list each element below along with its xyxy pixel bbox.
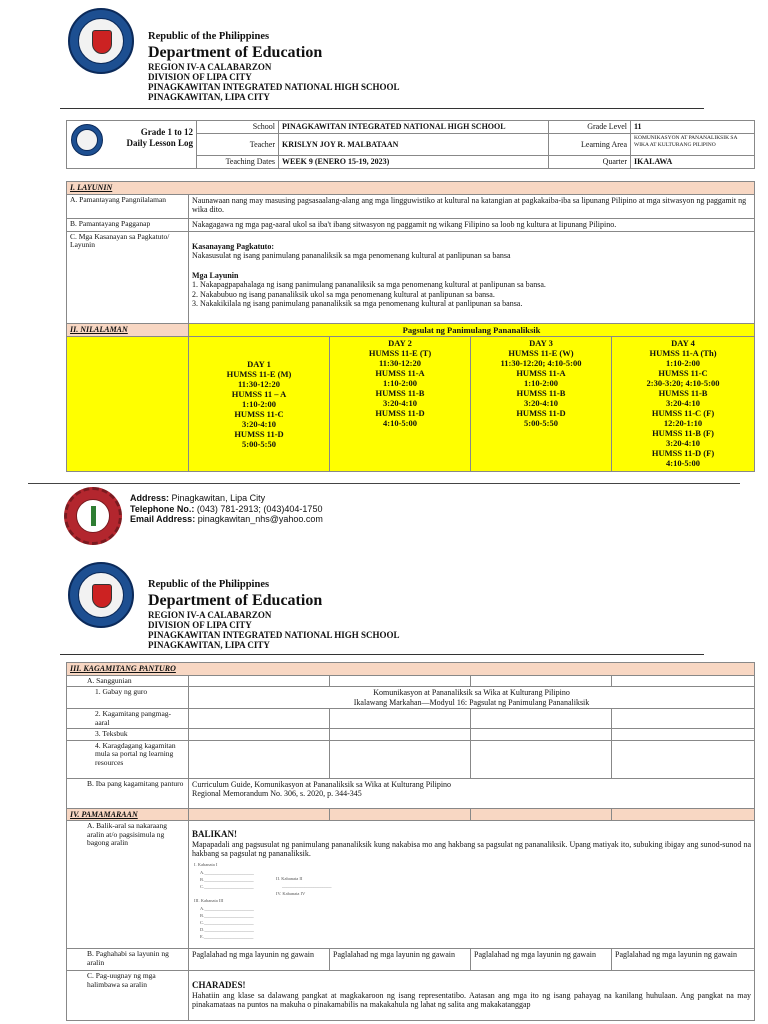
label-kasanayan: C. Mga Kasanayan sa Pagkatuto/ Layunin [67, 231, 189, 323]
dll-title-1: Grade 1 to 12 [140, 127, 193, 137]
empty-cell [189, 709, 330, 729]
empty-cell [612, 808, 755, 821]
label-gabay-guro: 1. Gabay ng guro [67, 687, 189, 709]
module-title: Komunikasyon at Pananaliksik sa Wika at Kulturang Pilipino [373, 688, 570, 697]
empty-cell [189, 675, 330, 687]
empty-cell [471, 740, 612, 778]
schedule-line: 1:10-2:00 [666, 357, 700, 368]
day-title: DAY 1 [247, 358, 271, 369]
empty-cell [189, 740, 330, 778]
worksheet-line: A.______________________ [200, 869, 254, 875]
empty-cell [189, 729, 330, 741]
schedule-line: HUMSS 11-C [658, 367, 708, 378]
letterhead [148, 30, 400, 102]
schedule-line: HUMSS 11-E (M) [226, 368, 292, 379]
schedule-line: 4:10-5:00 [666, 457, 700, 468]
empty-cell [330, 740, 471, 778]
dll-title-cell [67, 121, 197, 169]
grade-value: 11 [631, 121, 755, 134]
section-2-title: II. NILALAMAN [67, 323, 189, 336]
schedule-line: 4:10-5:00 [383, 417, 417, 428]
kasanayan-text: Nakasusulat ng isang panimulang pananaliksik sa mga penomenang kultural at panlipunan sa bansa [192, 251, 511, 260]
schedule-line: 11:30-12:20; 4:10-5:00 [500, 357, 582, 368]
phone-line [130, 504, 323, 515]
schedule-line: HUMSS 11-D (F) [651, 447, 715, 458]
balik-aral-cell [189, 821, 755, 949]
schedule-line: HUMSS 11-D [375, 407, 425, 418]
deped-seal-small [71, 124, 103, 156]
phone-value: (043) 781-2913; (043)404-1750 [196, 503, 323, 514]
schedule-line: 11:30-12:20 [237, 378, 281, 389]
worksheet-k3: III. Kabanata III [194, 897, 224, 903]
pag-uugnay-cell [189, 971, 755, 1021]
worksheet-line: E.______________________ [200, 933, 254, 939]
empty-cell [330, 709, 471, 729]
schedule-line: 3:20-4:10 [666, 437, 700, 448]
area-label: Learning Area [549, 134, 631, 156]
address-line [130, 493, 323, 504]
quarter-label: Quarter [549, 156, 631, 169]
label-pamantayang-pagganap: B. Pamantayang Pagganap [67, 218, 189, 231]
paghahabi-day3: Paglalahad ng mga layunin ng gawain [471, 949, 612, 971]
empty-cell [471, 808, 612, 821]
schedule-line: 3:20-4:10 [666, 397, 700, 408]
worksheet-line: ______________________ [282, 882, 332, 888]
schedule-line: HUMSS 11-A [375, 367, 425, 378]
schedule-line: HUMSS 11-B [375, 387, 425, 398]
day-2-schedule [330, 336, 471, 471]
worksheet-line: D.______________________ [200, 926, 254, 932]
schedule-line: HUMSS 11 – A [231, 388, 287, 399]
teacher-value: KRISLYN JOY R. MALBATAAN [279, 134, 549, 156]
schedule-line: HUMSS 11-B [516, 387, 566, 398]
email-label: Email Address: [130, 514, 196, 524]
text-pamantayang-pangnilalaman: Naunawaan nang may masusing pagsasaalang-alang ang mga lingguwistiko at kultural na katangian at pagkakaiba-iba sa lipunang Pilipino at mga sitwasyon ng paggamit ng wika dito. [189, 194, 755, 218]
division-text: DIVISION OF LIPA CITY [148, 72, 252, 82]
address-label: Address: [130, 493, 170, 503]
email-value: pinagkawitan_nhs@yahoo.com [197, 514, 323, 524]
day-title: DAY 4 [671, 337, 695, 348]
gabay-guro-cell [189, 687, 755, 709]
empty-cell [330, 808, 471, 821]
section-1-title: I. LAYUNIN [67, 182, 755, 195]
schedule-line: 2:30-3:20; 4:10-5:00 [646, 377, 720, 388]
empty-cell [612, 729, 755, 741]
school-value: PINAGKAWITAN INTEGRATED NATIONAL HIGH SCHOOL [279, 121, 549, 134]
schedule-line: HUMSS 11-E (W) [508, 347, 574, 358]
header-divider [60, 108, 704, 109]
schedule-spacer [67, 336, 189, 471]
paghahabi-day1: Paglalahad ng mga layunin ng gawain [189, 949, 330, 971]
schedule-line: HUMSS 11-D [516, 407, 566, 418]
schedule-line: HUMSS 11-B (F) [652, 427, 714, 438]
schedule-line: 3:20-4:10 [524, 397, 558, 408]
location-text: PINAGKAWITAN, LIPA CITY [148, 640, 270, 650]
label-iba-pang-kagamitan: B. Iba pang kagamitang panturo [67, 778, 189, 808]
region-text: REGION IV-A CALABARZON [148, 62, 272, 72]
iba-pang-kagamitan-cell [189, 778, 755, 808]
module-subtitle: Ikalawang Markahan—Modyul 16: Pagsulat ng Panimulang Pananaliksik [353, 697, 590, 707]
empty-cell [471, 729, 612, 741]
schedule-line: HUMSS 11-A (Th) [649, 347, 717, 358]
empty-cell [612, 675, 755, 687]
dates-value: WEEK 9 (ENERO 15-19, 2023) [279, 156, 549, 169]
paghahabi-day4: Paglalahad ng mga layunin ng gawain [612, 949, 755, 971]
schedule-line: 1:10-2:00 [383, 377, 417, 388]
layunin-item: 1. Nakapagpapahalaga ng isang panimulang pananaliksik sa mga penomenang kultural at panlipunan sa bansa. [192, 280, 546, 289]
worksheet-k1: I. Kabanata I [194, 861, 218, 867]
letterhead-page2 [148, 578, 400, 650]
school-contact [130, 493, 323, 525]
procedure-table [66, 662, 755, 1021]
regional-memo: Regional Memorandum No. 306, s. 2020, p. 344-345 [192, 789, 362, 798]
schedule-line: HUMSS 11-E (T) [368, 347, 432, 358]
kasanayan-cell [189, 231, 755, 323]
dll-title-2: Daily Lesson Log [126, 138, 193, 148]
teacher-label: Teacher [197, 134, 279, 156]
worksheet-line: A.______________________ [200, 905, 254, 911]
school-text: PINAGKAWITAN INTEGRATED NATIONAL HIGH SCHOOL [148, 630, 400, 640]
location-text: PINAGKAWITAN, LIPA CITY [148, 92, 270, 102]
balikan-text: Mapapadali ang pagsusulat ng panimulang pananaliksik kung nakabisa mo ang hakbang sa pagsulat ng pananaliksik. Upang matiyak ito, subuking ibigay ang sunod-sunod na hakbang sa pagsulat ng pananaliksik. [192, 839, 752, 858]
schedule-line: 11:30-12:20 [378, 357, 422, 368]
header-divider-page2 [60, 654, 704, 655]
worksheet-k2: II. Kabanata II [276, 875, 303, 881]
area-value: KOMUNIKASYON AT PANANALIKSIK SA WIKA AT KULTURANG PILIPINO [631, 134, 755, 156]
schedule-line: 5:00-5:50 [242, 438, 276, 449]
kasanayan-heading: Kasanayang Pagkatuto: [192, 241, 275, 251]
day-3-schedule [471, 336, 612, 471]
dll-info-table [66, 120, 755, 169]
day-title: DAY 2 [388, 337, 412, 348]
label-karagdagang-kagamitan: 4. Karagdagang kagamitan mula sa portal ng learning resources [67, 740, 189, 778]
footer-divider [28, 483, 740, 484]
empty-cell [330, 675, 471, 687]
schedule-line: 12:20-1:10 [663, 417, 703, 428]
phone-label: Telephone No.: [130, 503, 195, 514]
layunin-item: 2. Nakabubuo ng isang pananaliksik ukol sa mga penomenang kultural at panlipunan sa bansa. [192, 289, 495, 299]
worksheet-k4: IV. Kabanata IV [276, 890, 306, 896]
schedule-line: 3:20-4:10 [383, 397, 417, 408]
schedule-line: 1:10-2:00 [242, 398, 276, 409]
schedule-line: 3:20-4:10 [242, 418, 276, 429]
section-4-title: IV. PAMAMARAAN [67, 808, 189, 821]
label-paghahabi: B. Paghahabi sa layunin ng aralin [67, 949, 189, 971]
schedule-line: HUMSS 11-D [234, 428, 284, 439]
worksheet-line: C.______________________ [200, 883, 254, 889]
grade-label: Grade Level [549, 121, 631, 134]
layunin-heading: Mga Layunin [192, 270, 239, 280]
paghahabi-day2: Paglalahad ng mga layunin ng gawain [330, 949, 471, 971]
school-text: PINAGKAWITAN INTEGRATED NATIONAL HIGH SCHOOL [148, 82, 400, 92]
empty-cell [612, 709, 755, 729]
empty-cell [471, 709, 612, 729]
department-text: Department of Education [148, 592, 323, 609]
worksheet-image [192, 861, 342, 943]
schedule-line: HUMSS 11-C (F) [651, 407, 715, 418]
empty-cell [612, 740, 755, 778]
schedule-line: HUMSS 11-A [516, 367, 566, 378]
deped-seal-page2 [68, 562, 134, 628]
school-logo [64, 487, 122, 545]
layunin-item: 3. Nakakikilala ng isang panimulang pananaliksik sa mga penomenang kultural at panlipunan sa bansa. [192, 299, 523, 308]
school-label: School [197, 121, 279, 134]
worksheet-line: B.______________________ [200, 912, 254, 918]
charades-text: Hahatiin ang klase sa dalawang pangkat at magkakaroon ng isang representatibo. Aatasan ang mga ito ng isang pahayag na kanilang huhulaan. Ang pangkat na may pinakamataas na puntos na makuha o pinakamabilis na makakahula ng lahat ng salita ang makakatanggap [192, 990, 752, 1009]
nilalaman-topic: Pagsulat ng Panimulang Pananaliksik [189, 323, 755, 336]
republic-text: Republic of the Philippines [148, 31, 270, 42]
schedule-line: 1:10-2:00 [524, 377, 558, 388]
objectives-table [66, 181, 755, 472]
day-title: DAY 3 [529, 337, 553, 348]
department-text: Department of Education [148, 44, 323, 61]
empty-cell [471, 675, 612, 687]
label-kagamitang-pangmag-aaral: 2. Kagamitang pangmag-aaral [67, 709, 189, 729]
email-line [130, 514, 323, 525]
worksheet-line: B.______________________ [200, 876, 254, 882]
section-3-title: III. KAGAMITANG PANTURO [67, 663, 755, 676]
schedule-line: 5:00-5:50 [524, 417, 558, 428]
empty-cell [189, 808, 330, 821]
balikan-heading: BALIKAN! [192, 829, 238, 839]
curriculum-guide: Curriculum Guide, Komunikasyon at Pananaliksik sa Wika at Kulturang Pilipino [192, 779, 452, 789]
schedule-line: HUMSS 11-C [234, 408, 284, 419]
quarter-value: IKALAWA [631, 156, 755, 169]
schedule-line: HUMSS 11-B [658, 387, 708, 398]
day-4-schedule [612, 336, 755, 471]
address-value: Pinagkawitan, Lipa City [171, 493, 266, 503]
label-sanggunian: A. Sanggunian [67, 675, 189, 687]
deped-seal [68, 8, 134, 74]
republic-text: Republic of the Philippines [148, 579, 270, 590]
day-1-schedule [189, 336, 330, 471]
division-text: DIVISION OF LIPA CITY [148, 620, 252, 630]
label-teksbuk: 3. Teksbuk [67, 729, 189, 741]
dates-label: Teaching Dates [197, 156, 279, 169]
text-pamantayang-pagganap: Nakagagawa ng mga pag-aaral ukol sa iba't ibang sitwasyon ng paggamit ng wikang Filipino sa loob ng kultura at lipunang Pilipino. [189, 218, 755, 231]
label-balik-aral: A. Balik-aral sa nakaraang aralin at/o pagsisimula ng bagong aralin [67, 821, 189, 949]
region-text: REGION IV-A CALABARZON [148, 610, 272, 620]
charades-heading: CHARADES! [192, 980, 246, 990]
label-pamantayang-pangnilalaman: A. Pamantayang Pangnilalaman [67, 194, 189, 218]
label-pag-uugnay: C. Pag-uugnay ng mga halimbawa sa aralin [67, 971, 189, 1021]
empty-cell [330, 729, 471, 741]
worksheet-line: C.______________________ [200, 919, 254, 925]
